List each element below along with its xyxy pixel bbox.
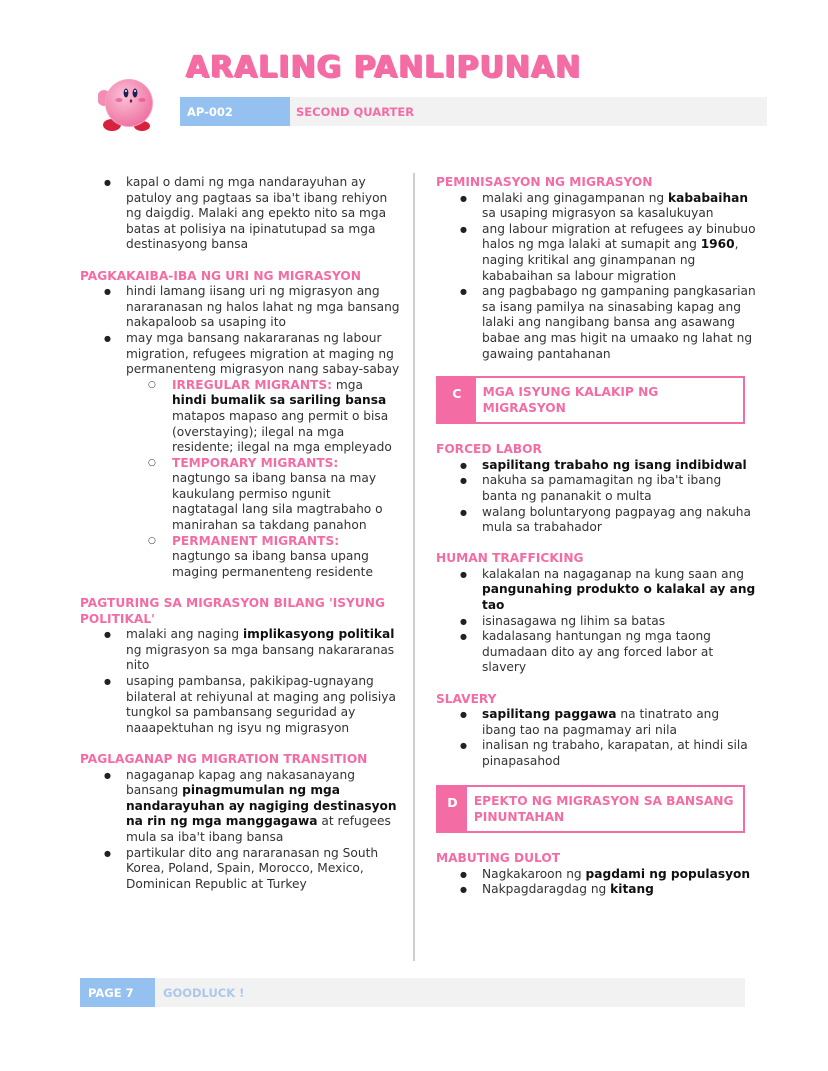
pagturing-section <box>80 596 400 736</box>
subject-code: AP-002 <box>180 97 290 126</box>
section-heading: PAGTURING SA MIGRASYON BILANG 'ISYUNG POLITIKAL' <box>80 596 385 626</box>
intro-block <box>80 175 400 253</box>
list-item: ● malaki ang naging implikasyong politikal ng migrasyon sa mga bansang nakararanas nito <box>80 627 400 674</box>
section-title: EPEKTO NG MIGRASYON SA BANSANG PINUNTAHAN <box>473 794 734 824</box>
list-item: ● sapilitang trabaho ng isang indibidwal <box>436 458 756 474</box>
uri-section <box>80 269 400 581</box>
section-heading: PAGLAGANAP NG MIGRATION TRANSITION <box>80 751 368 766</box>
list-item: ● ang labour migration at refugees ay binubuo halos ng mga lalaki at sumapit ang 1960, naging kritikal ang ginampanan ng kababaihan sa labour migration <box>436 222 756 284</box>
paglaganap-section <box>80 752 400 892</box>
slavery-section <box>436 692 756 770</box>
list-item: ● partikular dito ang nararanasan ng South Korea, Poland, Spain, Morocco, Mexico, Dominican Republic at Turkey <box>80 846 400 893</box>
term-label: PERMANENT MIGRANTS: <box>172 533 340 548</box>
section-heading: HUMAN TRAFFICKING <box>436 551 584 566</box>
list-item: ● kadalasang hantungan ng mga taong dumadaan dito ay ang forced labor at slavery <box>436 629 756 676</box>
section-heading: PEMINISASYON NG MIGRASYON <box>436 175 653 189</box>
term-label: TEMPORARY MIGRANTS: <box>172 455 339 470</box>
section-letter: C <box>438 378 476 422</box>
section-heading: SLAVERY <box>436 691 497 706</box>
section-heading: FORCED LABOR <box>436 442 542 457</box>
section-c-box <box>436 376 745 424</box>
mascot-icon <box>98 76 160 132</box>
list-item: ● may mga bansang nakararanas ng labour migration, refugees migration at maging ng permanenteng migrasyon nang sabay-sabay <box>80 331 400 378</box>
section-title: MGA ISYUNG KALAKIP NG MIGRASYON <box>482 385 659 415</box>
list-item: ● kapal o dami ng mga nandarayuhan ay patuloy ang pagtaas sa iba't ibang rehiyon ng daigdig. Malaki ang epekto nito sa mga batas at polisiya na ipinatutupad sa mga destinasyong bansa <box>80 175 400 253</box>
section-heading: MABUTING DULOT <box>436 851 561 866</box>
list-item: ● inalisan ng trabaho, karapatan, at hindi sila pinapasahod <box>436 738 756 769</box>
list-item: ● sapilitang paggawa na tinatrato ang ibang tao na pagmamay ari nila <box>436 707 756 738</box>
document-title: ARALING PANLIPUNAN <box>186 50 582 85</box>
term-label: IRREGULAR MIGRANTS: <box>172 377 333 392</box>
list-item: ● Nakpagdaragdag ng kitang <box>436 882 756 898</box>
quarter-label: SECOND QUARTER <box>296 104 415 119</box>
column-divider <box>413 173 415 961</box>
sub-list-item: ○ PERMANENT MIGRANTS: nagtungo sa ibang bansa upang maging permanenteng residente <box>80 534 400 581</box>
header-bar <box>180 97 767 126</box>
list-item: ● nagaganap kapag ang nakasanayang bansang pinagmumulan ng mga nandarayuhan ay nagiging destinasyon na rin ng mga manggagawa at refugees mula sa iba't ibang bansa <box>80 768 400 846</box>
mabuting-dulot-section <box>436 851 756 898</box>
right-column <box>436 175 756 914</box>
list-item: ● Nagkakaroon ng pagdami ng populasyon <box>436 867 756 883</box>
peminisasyon-section <box>436 175 756 362</box>
footer-message: GOODLUCK ! <box>163 985 245 1000</box>
section-heading: PAGKAKAIBA-IBA NG URI NG MIGRASYON <box>80 268 361 283</box>
trafficking-section <box>436 551 756 676</box>
sub-list-item: ○ TEMPORARY MIGRANTS: nagtungo sa ibang bansa na may kaukulang permiso ngunit nagtatagal lang sila magtrabaho o manirahan sa takdang panahon <box>80 456 400 534</box>
list-item: ● isinasagawa ng lihim sa batas <box>436 614 756 630</box>
list-item: ● walang boluntaryong pagpayag ang nakuha mula sa trabahador <box>436 505 756 536</box>
list-item: ● malaki ang ginagampanan ng kababaihan sa usaping migrasyon sa kasalukuyan <box>436 191 756 222</box>
list-item: ● ang pagbabago ng gampaning pangkasarian sa isang pamilya na sinasabing kapag ang lalaki ang nangibang bansa ang asawang babae ang mas higit na umaako ng lahat ng gawaing pantahanan <box>436 284 756 362</box>
footer-bar <box>80 978 745 1007</box>
list-item: ● usaping pambansa, pakikipag-ugnayang bilateral at rehiyunal at maging ang polisiya tungkol sa pambansang seguridad ay naaapektuhan ng isyu ng migrasyon <box>80 674 400 736</box>
section-d-box <box>436 785 745 833</box>
forced-labor-section <box>436 442 756 536</box>
left-column <box>80 175 400 908</box>
list-item: ● nakuha sa pamamagitan ng iba't ibang banta ng pananakit o multa <box>436 473 756 504</box>
section-letter: D <box>438 787 467 831</box>
list-item: ● kalakalan na nagaganap na kung saan ang pangunahing produkto o kalakal ay ang tao <box>436 567 756 614</box>
sub-list-item: ○ IRREGULAR MIGRANTS: mga hindi bumalik sa sariling bansa matapos mapaso ang permit o bisa (overstaying); ilegal na mga residente; ilegal na mga empleyado <box>80 378 400 456</box>
list-item: ● hindi lamang iisang uri ng migrasyon ang nararanasan ng halos lahat ng mga bansang nakapaloob sa usaping ito <box>80 284 400 331</box>
page-number: PAGE 7 <box>80 978 155 1007</box>
